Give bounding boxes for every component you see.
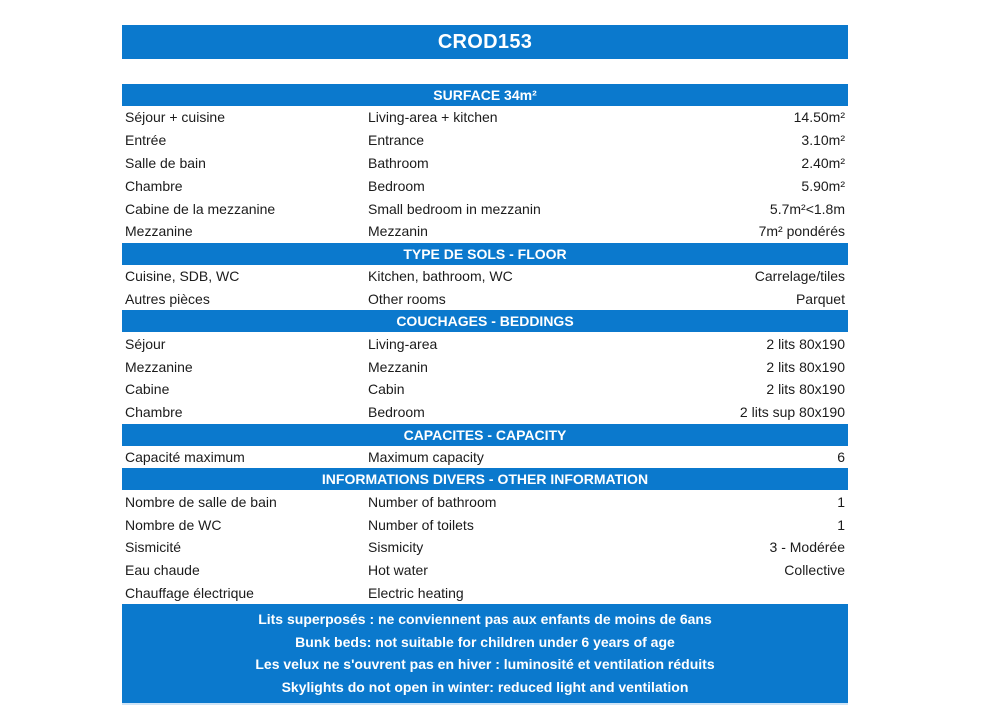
table-row bbox=[122, 582, 848, 605]
table-row bbox=[122, 288, 848, 311]
table-row bbox=[122, 152, 848, 175]
row-label-en: Other rooms bbox=[368, 290, 446, 307]
row-value: 2 lits 80x190 bbox=[766, 358, 845, 375]
table-row bbox=[122, 559, 848, 582]
row-value: 3.10m² bbox=[801, 132, 845, 149]
table-row bbox=[122, 220, 848, 243]
row-value: 6 bbox=[837, 448, 845, 465]
table-row bbox=[122, 197, 848, 220]
row-label-fr: Nombre de salle de bain bbox=[125, 493, 277, 510]
footer-note: Les velux ne s'ouvrent pas en hiver : luminosité et ventilation réduits bbox=[255, 656, 715, 673]
table-row bbox=[122, 332, 848, 355]
table-row bbox=[122, 536, 848, 559]
section-header-surface: SURFACE 34m² bbox=[122, 84, 848, 106]
row-value: 1 bbox=[837, 493, 845, 510]
table-row bbox=[122, 265, 848, 288]
row-label-fr: Mezzanine bbox=[125, 358, 193, 375]
row-value: Carrelage/tiles bbox=[754, 268, 845, 285]
footer-note: Skylights do not open in winter: reduced light and ventilation bbox=[281, 678, 689, 695]
footer-notes-box bbox=[122, 604, 848, 703]
row-label-en: Bedroom bbox=[368, 404, 425, 421]
row-label-en: Maximum capacity bbox=[368, 448, 484, 465]
section-header-capacity: CAPACITES - CAPACITY bbox=[122, 424, 848, 446]
row-label-en: Number of toilets bbox=[368, 516, 474, 533]
row-value: 2 lits 80x190 bbox=[766, 381, 845, 398]
row-label-en: Living-area bbox=[368, 335, 438, 352]
row-label-en: Mezzanin bbox=[368, 358, 428, 375]
row-value: 3 - Modérée bbox=[769, 539, 845, 556]
row-label-fr: Cabine bbox=[125, 381, 170, 398]
footer-note: Lits superposés : ne conviennent pas aux enfants de moins de 6ans bbox=[258, 611, 712, 628]
row-value: Parquet bbox=[795, 290, 845, 307]
row-label-fr: Nombre de WC bbox=[125, 516, 222, 533]
row-label-en: Electric heating bbox=[368, 584, 464, 601]
property-info-sheet bbox=[122, 25, 848, 705]
row-label-en: Entrance bbox=[368, 132, 425, 149]
row-label-fr: Entrée bbox=[125, 132, 167, 149]
section-header-other-information: INFORMATIONS DIVERS - OTHER INFORMATION bbox=[122, 468, 848, 490]
row-label-en: Small bedroom in mezzanin bbox=[368, 200, 541, 217]
row-label-fr: Capacité maximum bbox=[125, 448, 245, 465]
row-value: 5.7m²<1.8m bbox=[769, 200, 845, 217]
row-value: Collective bbox=[784, 562, 845, 579]
row-label-fr: Chambre bbox=[125, 404, 183, 421]
row-label-fr: Mezzanine bbox=[125, 223, 193, 240]
row-label-fr: Séjour + cuisine bbox=[125, 109, 226, 126]
table-row bbox=[122, 129, 848, 152]
footer-note: Bunk beds: not suitable for children under 6 years of age bbox=[295, 633, 675, 650]
row-label-fr: Cabine de la mezzanine bbox=[125, 200, 276, 217]
row-label-en: Hot water bbox=[368, 562, 428, 579]
table-row bbox=[122, 174, 848, 197]
section-header-beddings: COUCHAGES - BEDDINGS bbox=[122, 310, 848, 332]
table-row bbox=[122, 401, 848, 424]
table-row bbox=[122, 490, 848, 513]
row-value: 2 lits sup 80x190 bbox=[739, 404, 845, 421]
row-value: 1 bbox=[837, 516, 845, 533]
row-label-fr: Chauffage électrique bbox=[125, 584, 254, 601]
row-label-fr: Cuisine, SDB, WC bbox=[125, 268, 240, 285]
row-value: 2.40m² bbox=[801, 154, 845, 171]
row-value: 2 lits 80x190 bbox=[766, 335, 845, 352]
row-label-fr: Autres pièces bbox=[125, 290, 210, 307]
page-title: CROD153 bbox=[122, 25, 848, 59]
table-row bbox=[122, 513, 848, 536]
row-value: 5.90m² bbox=[801, 177, 845, 194]
row-label-en: Sismicity bbox=[368, 539, 424, 556]
row-label-en: Bathroom bbox=[368, 154, 429, 171]
row-label-fr: Sismicité bbox=[125, 539, 182, 556]
table-row bbox=[122, 446, 848, 469]
row-label-fr: Séjour bbox=[125, 335, 166, 352]
row-label-fr: Salle de bain bbox=[125, 154, 206, 171]
table-row bbox=[122, 378, 848, 401]
row-label-en: Cabin bbox=[368, 381, 405, 398]
table-row bbox=[122, 355, 848, 378]
row-label-fr: Chambre bbox=[125, 177, 183, 194]
row-value: 7m² pondérés bbox=[758, 223, 845, 240]
row-label-en: Number of bathroom bbox=[368, 493, 497, 510]
row-label-en: Living-area + kitchen bbox=[368, 109, 498, 126]
section-header-floor: TYPE DE SOLS - FLOOR bbox=[122, 243, 848, 265]
row-label-en: Bedroom bbox=[368, 177, 425, 194]
row-label-en: Kitchen, bathroom, WC bbox=[368, 268, 513, 285]
row-label-fr: Eau chaude bbox=[125, 562, 200, 579]
table-row bbox=[122, 106, 848, 129]
row-label-en: Mezzanin bbox=[368, 223, 428, 240]
row-value: 14.50m² bbox=[793, 109, 845, 126]
